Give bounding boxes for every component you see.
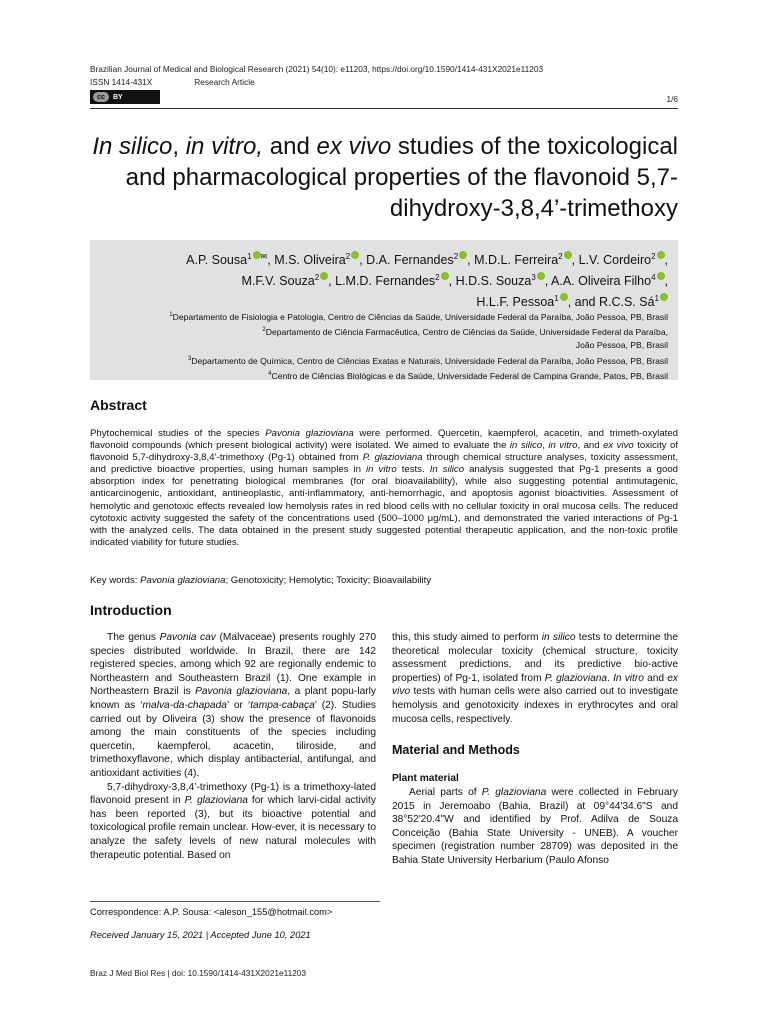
abstract-heading: Abstract <box>90 397 147 413</box>
envelope-icon[interactable]: ✉ <box>260 252 268 261</box>
title-italic-3: ex vivo <box>316 133 392 160</box>
by-label: BY <box>113 93 123 101</box>
title-text-2: and <box>263 133 317 160</box>
right-column-text <box>392 631 678 726</box>
methods-text <box>392 786 678 868</box>
plant-material-subheading: Plant material <box>392 773 459 784</box>
author[interactable]: and R.C.S. $Sá^1$ <box>575 295 668 309</box>
orcid-icon[interactable] <box>351 251 359 259</box>
page-number: 1/6 <box>666 94 678 104</box>
orcid-icon[interactable] <box>459 251 467 259</box>
cc-by-license-badge[interactable] <box>90 90 160 104</box>
author[interactable]: L.V. Cordeiro$^2$ <box>579 253 665 267</box>
author-line-1: A.P. Sousa$^1$ ✉, M.S. Oliveira$^2$ , D.A. Fernandes$^2$ , M.D.L. Ferreira$^2$ , L.V. Cordeiro$^2$ , <box>186 252 668 268</box>
article-title <box>90 131 678 224</box>
affiliation-2-cont: João Pessoa, PB, Brasil <box>575 340 668 351</box>
abstract-body: Phytochemical studies of the species Pavonia glazioviana were performed. Quercetin, kaempferol, acacetin, and trimeth-oxylated flavonoid compounds (which present biological activity) were isolated. We aimed to evaluate the in silico, in vitro, and ex vivo toxicity of flavonoid 5,7-dihydroxy-3,8,4’-trimethoxy (Pg-1) obtained from P. glazioviana through chemical structure analyses, toxicity assessment, and predictive bioactive properties, using human samples in in vitro tests. In silico analysis suggested that Pg-1 presents a good absorption index for penetrating biological membranes (for oral bioavailability), while also suggesting potential antimutagenic, anticarcinogenic, antioxidant, antineoplastic, anti-inflammatory, anti-hemorrhagic, and apoptosis agonist bioactivities. Assessment of hemolytic and genotoxic effects revealed low hemolysis rates in red blood cells with no cellular toxicity in oral mucosa cells. The reduced cytotoxic activity suggested the safety of the concentrations used (500–1000 μg/mL), and demonstrated the varied interactions of Pg-1 with the analyzed cells. The data obtained in the present study suggested potential therapeutic application, and the non-toxic profile indicated viability for future studies. <box>90 428 679 548</box>
title-italic-1: In silico <box>92 133 173 160</box>
correspondence-note[interactable]: Correspondence: A.P. Sousa: <aleson_155@hotmail.com> <box>90 907 333 917</box>
author-affiliation-box <box>90 240 678 380</box>
orcid-icon[interactable] <box>253 251 261 259</box>
journal-citation: Brazilian Journal of Medical and Biological Research (2021) 54(10): e11203, https://doi.org/10.1590/1414-431X2021e11203 <box>90 64 544 74</box>
orcid-icon[interactable] <box>660 293 668 301</box>
intro-paragraph-1: The genus Pavonia cav (Malvaceae) presents roughly 270 species distributed worldwide. In Brazil, there are 142 registered species, among which 92 are regionally endemic to Northeastern and Southeastern Brazil (1). One example in Northeastern Brazil is Pavonia glazioviana, a plant popu-larly known as ‘malva-da-chapada’ or ‘tampa-cabaça’ (2). Studies carried out by Oliveira (3) show the presence of flavonoids among the main constituents of the species including quercetin, kaempferol, acacetin, tiliroside, and trimethoxyflavone, which display antibacterial, antifungal, and antioxidant activities (4). <box>90 632 376 779</box>
title-text-1: , <box>172 133 186 160</box>
received-accepted-dates: Received January 15, 2021 | Accepted June 10, 2021 <box>90 930 311 940</box>
intro-paragraph-cont: this, this study aimed to perform in silico tests to determine the theoretical molecular toxicity (chemical structure, toxicity assessment predictions, and its predictive bio-active properties) of Pg-1, isolated from P. glazioviana. In vitro and ex vivo tests with human cells were also carried out to investigate hemolysis and genotoxicity indexes in erythrocytes and oral mucosa cells, respectively. <box>392 632 679 725</box>
author[interactable]: M.S. Oliveira$^2$ <box>274 253 359 267</box>
author[interactable]: A.P. Sousa$^1$ ✉ <box>186 252 268 268</box>
orcid-icon[interactable] <box>320 272 328 280</box>
footnote-divider <box>90 901 380 902</box>
intro-paragraph-2: 5,7-dihydroxy-3,8,4’-trimethoxy (Pg-1) is a trimethoxy-lated flavonoid present in P. glazioviana for which larvi-cidal activity has been reported (3), but its bioactive potential and toxicological profile remain unclear. How-ever, it is necessary to analyze the safety levels of new natural molecules with therapeutic potential. Based on <box>90 781 376 861</box>
author[interactable]: M.F.V. Souza$^2$ <box>242 274 329 288</box>
issn-line <box>90 77 255 87</box>
affiliation-1: $^1$Departamento de Fisiologia e Patologia, Centro de Ciências da Saúde, Universidade Federal da Paraíba, João Pessoa, PB, Brasil <box>169 311 668 322</box>
author[interactable]: L.M.D. Fernandes$^2$ <box>335 274 449 288</box>
title-text-3: studies of the toxicological and pharmacological properties of the flavonoid 5,7-dihydroxy-3,8,4’-trimethoxy <box>125 133 678 222</box>
author[interactable]: H.D.S. Souza$^3$ <box>456 274 545 288</box>
author-list <box>108 248 668 311</box>
article-type: Research Article <box>194 77 255 87</box>
methods-heading: Material and Methods <box>392 743 520 757</box>
keywords: Key words: Pavonia glazioviana; Genotoxicity; Hemolytic; Toxicity; Bioavailability <box>90 575 432 586</box>
orcid-icon[interactable] <box>560 293 568 301</box>
affiliation-4: $^4$Centro de Ciências Biológicas e da Saúde, Universidade Federal de Campina Grande, Patos, PB, Brasil <box>268 370 668 381</box>
affiliation-3: $^3$Departamento de Química, Centro de Ciências Exatas e Naturais, Universidade Federal da Paraíba, João Pessoa, PB, Brasil <box>187 355 668 366</box>
issn: ISSN 1414-431X <box>90 77 153 87</box>
orcid-icon[interactable] <box>441 272 449 280</box>
author[interactable]: A.A. Oliveira Filho$^4$ <box>551 274 664 288</box>
orcid-icon[interactable] <box>564 251 572 259</box>
footer-citation: Braz J Med Biol Res | doi: 10.1590/1414-431X2021e11203 <box>90 968 307 978</box>
author-line-2: M.F.V. Souza$^2$ , L.M.D. Fernandes$^2$ , H.D.S. Souza$^3$ , A.A. Oliveira Filho$^4$ , <box>241 273 668 289</box>
author-line-3: H.L.F. Pessoa$^1$ , and R.C.S. $Sá^1$ <box>108 290 668 311</box>
methods-paragraph-1: Aerial parts of P. glazioviana were collected in February 2015 in Jeremoabo (Bahia, Brazil) at 09°44'34.6"S and 38°52'20.4"W and identified by Prof. Adilva de Souza Conceição (Bahia State University - UNEB). A voucher specimen (registration number 28709) was deposited in the Bahia State University Herbarium (Paulo Afonso <box>392 787 678 866</box>
cc-icon: cc <box>93 92 109 102</box>
author[interactable]: M.D.L. Ferreira$^2$ <box>474 253 572 267</box>
orcid-icon[interactable] <box>657 272 665 280</box>
introduction-heading: Introduction <box>90 602 172 618</box>
header-divider <box>90 108 678 109</box>
affiliation-2: $^2$Departamento de Ciência Farmacêutica, Centro de Ciências da Saúde, Universidade Federal da Paraíba, <box>262 327 668 338</box>
orcid-icon[interactable] <box>537 272 545 280</box>
title-italic-2: in vitro, <box>185 133 264 160</box>
orcid-icon[interactable] <box>657 251 665 259</box>
author[interactable]: H.L.F. Pessoa$^1$ <box>476 295 567 309</box>
affiliations <box>98 309 668 383</box>
left-column-text <box>90 631 376 862</box>
author[interactable]: D.A. Fernandes$^2$ <box>366 253 467 267</box>
